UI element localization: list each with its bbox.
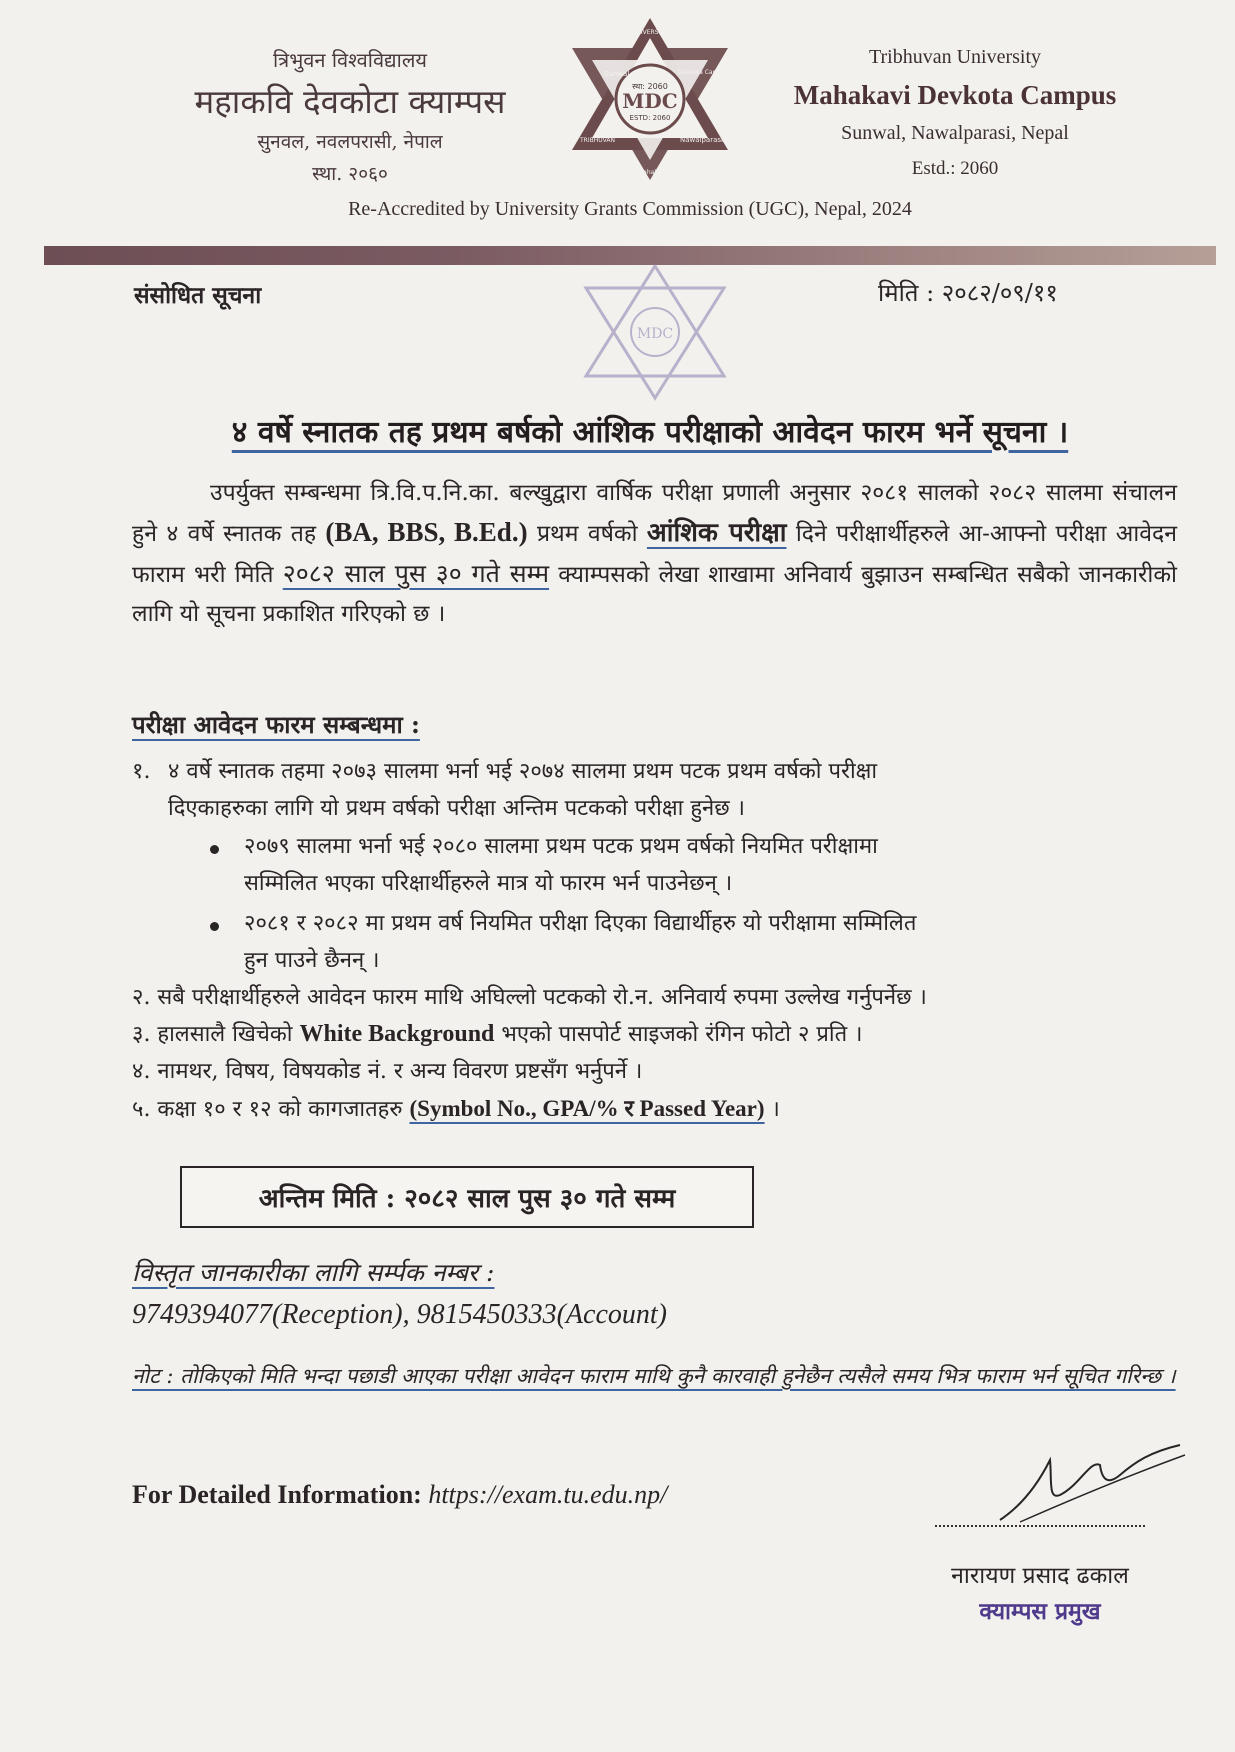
note-text: नोट : तोकिएको मिति भन्दा पछाडी आएका परीक्षा आवेदन फाराम माथि कुनै कारवाही हुनेछैन त्यसैले समय भित्र फाराम भर्न सूचित गरिन्छ । <box>132 1364 1176 1388</box>
section-title: परीक्षा आवेदन फारम सम्बन्धमा : <box>132 710 420 739</box>
header-en-university: Tribhuvan University <box>868 46 1042 68</box>
signer-name: नारायण प्रसाद ढकाल <box>951 1563 1129 1589</box>
item-1-line-2: दिएकाहरुका लागि यो प्रथम वर्षको परीक्षा अन्तिम पटकको परीक्षा हुनेछ । <box>168 796 745 821</box>
signature-icon <box>990 1440 1190 1530</box>
bullet-2-dot <box>210 922 219 931</box>
logo-label-1: TRIBHUVAN <box>580 137 615 144</box>
intro-paragraph <box>132 474 1177 634</box>
item-2: २. सबै परीक्षार्थीहरुले आवेदन फारम माथि अघिल्लो पटकको रो.न. अनिवार्य रुपमा उल्लेख गर्नुपर्नेछ । <box>132 985 927 1010</box>
item-5-text-a: ५. कक्षा १० र १२ को कागजातहरु <box>132 1097 403 1122</box>
signer-title: क्याम्पस प्रमुख <box>979 1598 1101 1625</box>
logo-small-1: स्था: 2060 <box>632 82 668 91</box>
logo-small-2: ESTD: 2060 <box>629 114 671 122</box>
logo-label-0: Sunwal <box>604 70 630 78</box>
stamp-center-text: MDC <box>636 326 674 342</box>
intro-text-1: उपर्युक्त सम्बन्धमा त्रि.वि.प.नि.का. बल्खुद्वारा वार्षिक परीक्षा प्रणाली अनुसार २०८१ सालको २०८२ सालमा संचालन हुने ४ वर्षे स्नातक तह <box>132 480 1177 547</box>
header-np-campus: महाकवि देवकोटा क्याम्पस <box>194 82 506 121</box>
intro-text-4: क्याम्पसको लेखा शाखामा अनिवार्य बुझाउन सम्बन्धित सबैको जानकारीको लागि यो सूचना प्रकाशित गरिएको छ । <box>132 562 1178 627</box>
notice-title: ४ वर्षे स्नातक तह प्रथम बर्षको आंशिक परीक्षाको आवेदन फारम भर्ने सूचना । <box>231 415 1069 450</box>
bullet-2-line-2: हुन पाउने छैनन् । <box>244 948 380 973</box>
item-5-bold: (Symbol No., GPA/% र Passed Year) <box>409 1096 765 1121</box>
item-5 <box>132 1090 780 1128</box>
contact-phones: 9749394077(Reception), 9815450333(Account) <box>132 1299 667 1330</box>
header-en-campus: Mahakavi Devkota Campus <box>793 80 1117 110</box>
header-np-established: स्था. २०६० <box>312 163 388 185</box>
detail-label: For Detailed Information: <box>132 1480 422 1509</box>
signature-line <box>935 1525 1145 1527</box>
item-5-text-b: । <box>771 1097 780 1122</box>
accreditation-line: Re-Accredited by University Grants Commission (UGC), Nepal, 2024 <box>348 198 912 220</box>
detail-url[interactable]: https://exam.tu.edu.np/ <box>428 1480 668 1509</box>
header-np-address: सुनवल, नवलपरासी, नेपाल <box>257 131 443 153</box>
campus-logo <box>560 14 740 184</box>
header-en-address: Sunwal, Nawalparasi, Nepal <box>841 122 1069 144</box>
signature-mark <box>990 1440 1190 1530</box>
campus-stamp <box>580 262 730 402</box>
logo-label-3: Devkota Campus <box>678 69 730 76</box>
bullet-1-line-1: २०७९ सालमा भर्ना भई २०८० सालमा प्रथम पटक प्रथम वर्षको नियमित परीक्षामा <box>244 834 878 859</box>
logo-label-2: UNIVERSITY <box>632 29 668 36</box>
logo-center-text: MDC <box>622 89 678 113</box>
detail-line <box>132 1480 667 1510</box>
item-3-text-a: ३. हालसालै खिचेको <box>132 1022 293 1047</box>
intro-programs: (BA, BBS, B.Ed.) <box>325 517 528 547</box>
item-3-bold: White Background <box>299 1021 495 1047</box>
campus-logo-star-icon <box>560 14 740 184</box>
intro-deadline: २०८२ साल पुस ३० गते सम्म <box>282 559 550 588</box>
intro-exam-type: आंशिक परीक्षा <box>646 518 787 548</box>
notice-label: संसोधित सूचना <box>134 282 262 309</box>
intro-text-2: प्रथम वर्षको <box>536 521 638 547</box>
item-4: ४. नामथर, विषय, विषयकोड नं. र अन्य विवरण प्रष्टसँग भर्नुपर्ने । <box>132 1059 643 1084</box>
logo-label-5: Mahakavi <box>638 169 667 176</box>
stamp-star-icon <box>580 262 730 402</box>
intro-text-3: दिने परीक्षार्थीहरुले आ-आफ्नो परीक्षा आवेदन फाराम भरी मिति <box>132 521 1178 588</box>
header-np-university: त्रिभुवन विश्वविद्यालय <box>272 48 428 72</box>
contact-title: विस्तृत जानकारीका लागि सर्म्पक नम्बर : <box>132 1258 495 1287</box>
logo-label-4: Nawalparasi <box>680 136 723 144</box>
item-1-num: १. <box>132 759 151 784</box>
header-en-established: Estd.: 2060 <box>911 158 999 179</box>
deadline-box: अन्तिम मिति : २०८२ साल पुस ३० गते सम्म <box>180 1166 754 1228</box>
bullet-1-line-2: सम्मिलित भएका परिक्षार्थीहरुले मात्र यो फारम भर्न पाउनेछन् । <box>244 871 733 896</box>
bullet-2-line-1: २०८१ र २०८२ मा प्रथम वर्ष नियमित परीक्षा दिएका विद्यार्थीहरु यो परीक्षामा सम्मिलित <box>244 911 917 936</box>
notice-date: मिति : २०८२/०९/११ <box>878 279 1058 307</box>
item-3 <box>132 1016 863 1053</box>
item-3-text-b: भएको पासपोर्ट साइजको रंगिन फोटो २ प्रति । <box>501 1022 863 1047</box>
bullet-1-dot <box>210 845 219 854</box>
item-1-line-1: ४ वर्षे स्नातक तहमा २०७३ सालमा भर्ना भई २०७४ सालमा प्रथम पटक प्रथम वर्षको परीक्षा <box>168 759 878 784</box>
